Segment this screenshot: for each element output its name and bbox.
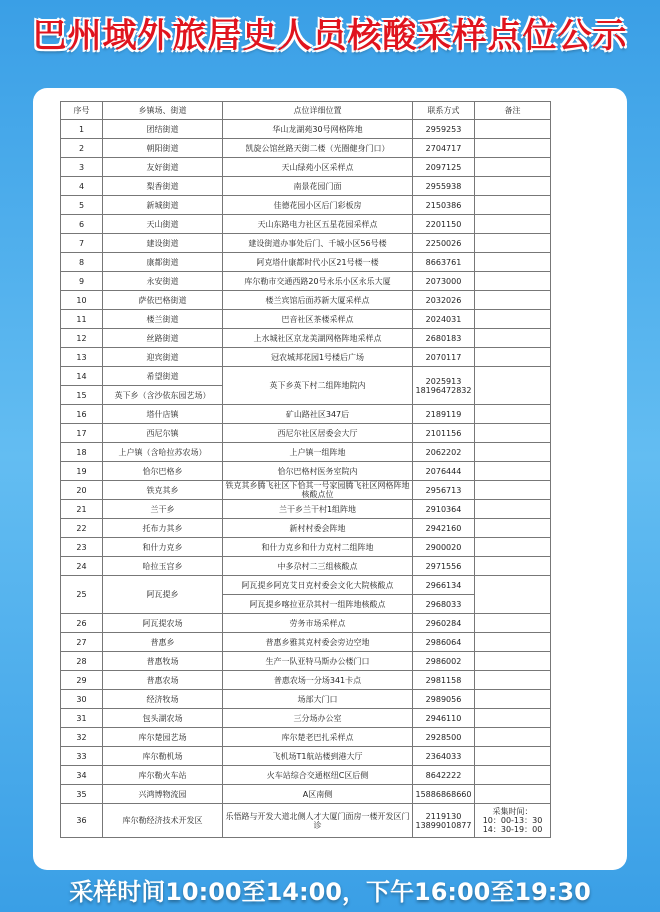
row-address: 火车站综合交通枢纽C区后侧 [223,766,413,785]
row-area: 西尼尔镇 [103,424,223,443]
table-row [61,652,551,671]
row-note [475,310,551,329]
row-number: 36 [61,804,103,838]
row-phone: 15886868660 [413,785,475,804]
row-phone: 2062202 [413,443,475,462]
row-phone: 8642222 [413,766,475,785]
row-area: 朝阳街道 [103,139,223,158]
sampling-sites-table [60,101,551,838]
table-row [61,804,551,838]
table-row [61,291,551,310]
row-phone: 2119130 13899010877 [413,804,475,838]
row-number: 31 [61,709,103,728]
row-note [475,120,551,139]
row-address: 天山东路电力社区五星花园采样点 [223,215,413,234]
row-phone: 8663761 [413,253,475,272]
row-area: 铁克其乡 [103,481,223,500]
row-phone: 2201150 [413,215,475,234]
row-number: 2 [61,139,103,158]
row-area: 库尔勒火车站 [103,766,223,785]
row-phone: 2025913 18196472832 [413,367,475,405]
row-address: 普惠农场一分场341卡点 [223,671,413,690]
table-row [61,728,551,747]
row-address: 西尼尔社区居委会大厅 [223,424,413,443]
row-note [475,367,551,405]
row-note [475,348,551,367]
row-number: 26 [61,614,103,633]
row-number: 11 [61,310,103,329]
row-area: 楼兰街道 [103,310,223,329]
row-phone: 2364033 [413,747,475,766]
row-note [475,424,551,443]
row-area: 普惠农场 [103,671,223,690]
row-phone: 2960284 [413,614,475,633]
table-row [61,614,551,633]
table-row [61,443,551,462]
table-row [61,690,551,709]
row-phone: 2900020 [413,538,475,557]
row-number: 5 [61,196,103,215]
row-address: 天山绿苑小区采样点 [223,158,413,177]
row-phone: 2955938 [413,177,475,196]
row-phone: 2910364 [413,500,475,519]
row-phone: 2968033 [413,595,475,614]
table-row [61,538,551,557]
row-number: 1 [61,120,103,139]
row-note [475,652,551,671]
table-row [61,500,551,519]
row-number: 16 [61,405,103,424]
row-number: 30 [61,690,103,709]
row-note [475,576,551,614]
row-address: 中多尕村二三组核酸点 [223,557,413,576]
row-note: 采集时间： 10：00-13：30 14：30-19：00 [475,804,551,838]
table-row [61,405,551,424]
row-note [475,272,551,291]
row-number: 8 [61,253,103,272]
row-area: 普惠乡 [103,633,223,652]
row-area: 建设街道 [103,234,223,253]
row-area: 萨依巴格街道 [103,291,223,310]
row-note [475,291,551,310]
row-address: 劳务市场采样点 [223,614,413,633]
table-row [61,633,551,652]
row-area: 经济牧场 [103,690,223,709]
row-area: 康都街道 [103,253,223,272]
row-address: 铁克其乡腾飞社区下恰其一号家园腾飞社区网格阵地核酸点位 [223,481,413,500]
row-address: 冠农城邦花园1号楼后广场 [223,348,413,367]
row-phone: 2070117 [413,348,475,367]
row-address: 普惠乡雅其克村委会旁边空地 [223,633,413,652]
row-area: 库尔勒机场 [103,747,223,766]
page-title: 巴州域外旅居史人员核酸采样点位公示 [32,16,628,56]
row-phone: 2986002 [413,652,475,671]
row-address: 生产一队亚特马斯办公楼门口 [223,652,413,671]
table-header-row [61,102,551,120]
table-row [61,329,551,348]
row-note [475,196,551,215]
table-row [61,557,551,576]
row-area: 永安街道 [103,272,223,291]
row-number: 35 [61,785,103,804]
row-note [475,728,551,747]
row-area: 英下乡（含沙依东园艺场） [103,386,223,405]
row-note [475,538,551,557]
row-number: 4 [61,177,103,196]
row-address: 和什力克乡和什力克村二组阵地 [223,538,413,557]
row-number: 32 [61,728,103,747]
row-address: 建设街道办事处后门、千城小区56号楼 [223,234,413,253]
table-row [61,120,551,139]
row-address: 矿山路社区347后 [223,405,413,424]
row-address: 场部大门口 [223,690,413,709]
sampling-time-banner: 采样时间10:00至14:00，下午16:00至19:30 [69,878,591,906]
row-phone: 2971556 [413,557,475,576]
row-number: 12 [61,329,103,348]
row-phone: 2989056 [413,690,475,709]
row-phone: 2942160 [413,519,475,538]
row-number: 9 [61,272,103,291]
row-area: 兴鸿博物流园 [103,785,223,804]
table-row [61,367,551,386]
row-area: 托布力其乡 [103,519,223,538]
row-address: 南景花园门面 [223,177,413,196]
row-phone: 2101156 [413,424,475,443]
row-note [475,785,551,804]
row-area: 阿瓦提农场 [103,614,223,633]
row-address: 凯旋公馆丝路天街二楼（光圈健身门口） [223,139,413,158]
row-area: 包头湖农场 [103,709,223,728]
row-address: 库尔勒市交通西路20号永乐小区永乐大厦 [223,272,413,291]
table-row [61,139,551,158]
header-area: 乡镇场、街道 [103,102,223,120]
row-address: A区南侧 [223,785,413,804]
row-note [475,253,551,272]
row-note [475,234,551,253]
header-phone: 联系方式 [413,102,475,120]
row-area: 希望街道 [103,367,223,386]
row-address: 佳德花园小区后门彩板房 [223,196,413,215]
row-number: 18 [61,443,103,462]
row-address: 阿瓦提乡喀拉亚尕其村一组阵地核酸点 [223,595,413,614]
row-address: 上水城社区京龙美湖网格阵地采样点 [223,329,413,348]
row-number: 3 [61,158,103,177]
table-row [61,481,551,500]
row-number: 29 [61,671,103,690]
row-note [475,690,551,709]
row-address: 飞机场T1航站楼到港大厅 [223,747,413,766]
table-row [61,424,551,443]
table-row [61,272,551,291]
row-note [475,557,551,576]
row-address: 阿瓦提乡阿克艾日克村委会文化大院核酸点 [223,576,413,595]
row-area: 团结街道 [103,120,223,139]
table-row [61,196,551,215]
row-note [475,614,551,633]
row-area: 和什力克乡 [103,538,223,557]
row-area: 丝路街道 [103,329,223,348]
row-note [475,519,551,538]
row-area: 天山街道 [103,215,223,234]
row-address: 三分场办公室 [223,709,413,728]
row-note [475,766,551,785]
row-area: 普惠牧场 [103,652,223,671]
table-row [61,785,551,804]
row-address: 库尔楚老巴扎采样点 [223,728,413,747]
row-number: 22 [61,519,103,538]
row-area: 恰尔巴格乡 [103,462,223,481]
row-area: 哈拉玉宫乡 [103,557,223,576]
row-note [475,158,551,177]
row-number: 15 [61,386,103,405]
row-address: 兰干乡兰干村1组阵地 [223,500,413,519]
row-number: 19 [61,462,103,481]
row-note [475,633,551,652]
row-number: 23 [61,538,103,557]
row-number: 21 [61,500,103,519]
row-area: 阿瓦提乡 [103,576,223,614]
row-address: 上户镇一组阵地 [223,443,413,462]
row-phone: 2097125 [413,158,475,177]
row-area: 库尔勒经济技术开发区 [103,804,223,838]
row-address: 楼兰宾馆后面苏新大厦采样点 [223,291,413,310]
table-row [61,671,551,690]
table-row [61,709,551,728]
row-number: 27 [61,633,103,652]
row-note [475,500,551,519]
row-number: 20 [61,481,103,500]
row-phone: 2189119 [413,405,475,424]
row-number: 24 [61,557,103,576]
row-phone: 2966134 [413,576,475,595]
header-note: 备注 [475,102,551,120]
row-note [475,329,551,348]
row-number: 34 [61,766,103,785]
table-row [61,766,551,785]
table-row [61,576,551,595]
row-address: 阿克塔什康都时代小区21号楼一楼 [223,253,413,272]
row-address: 乐悟路与开发大道北侧人才大厦门面房一楼开发区门诊 [223,804,413,838]
row-area: 库尔楚园艺场 [103,728,223,747]
row-phone: 2928500 [413,728,475,747]
row-area: 友好街道 [103,158,223,177]
row-phone: 2986064 [413,633,475,652]
row-phone: 2032026 [413,291,475,310]
row-number: 17 [61,424,103,443]
table-row [61,348,551,367]
row-number: 10 [61,291,103,310]
header-number: 序号 [61,102,103,120]
row-phone: 2959253 [413,120,475,139]
row-number: 25 [61,576,103,614]
row-area: 上户镇（含哈拉苏农场） [103,443,223,462]
row-note [475,215,551,234]
row-phone: 2680183 [413,329,475,348]
row-address: 华山龙湖苑30号网格阵地 [223,120,413,139]
table-row [61,215,551,234]
row-note [475,481,551,500]
row-number: 14 [61,367,103,386]
row-phone: 2956713 [413,481,475,500]
row-number: 6 [61,215,103,234]
row-area: 梨香街道 [103,177,223,196]
row-note [475,709,551,728]
row-note [475,177,551,196]
row-note [475,671,551,690]
row-note [475,747,551,766]
table-row [61,234,551,253]
row-phone: 2704717 [413,139,475,158]
row-area: 新城街道 [103,196,223,215]
row-address: 英下乡英下村二组阵地院内 [223,367,413,405]
row-note [475,462,551,481]
table-row [61,462,551,481]
row-phone: 2250026 [413,234,475,253]
row-phone: 2076444 [413,462,475,481]
row-area: 迎宾街道 [103,348,223,367]
table-row [61,253,551,272]
row-note [475,139,551,158]
row-phone: 2024031 [413,310,475,329]
row-number: 33 [61,747,103,766]
row-phone: 2150386 [413,196,475,215]
row-phone: 2073000 [413,272,475,291]
row-number: 28 [61,652,103,671]
row-number: 7 [61,234,103,253]
table-row [61,310,551,329]
row-number: 13 [61,348,103,367]
row-address: 巴音社区茶楼采样点 [223,310,413,329]
table-row [61,519,551,538]
table-row [61,177,551,196]
row-area: 兰干乡 [103,500,223,519]
row-address: 恰尔巴格村医务室院内 [223,462,413,481]
header-address: 点位详细位置 [223,102,413,120]
row-note [475,443,551,462]
row-note [475,405,551,424]
table-row [61,158,551,177]
row-phone: 2981158 [413,671,475,690]
row-phone: 2946110 [413,709,475,728]
row-address: 新村村委会阵地 [223,519,413,538]
row-area: 塔什店镇 [103,405,223,424]
table-row [61,747,551,766]
